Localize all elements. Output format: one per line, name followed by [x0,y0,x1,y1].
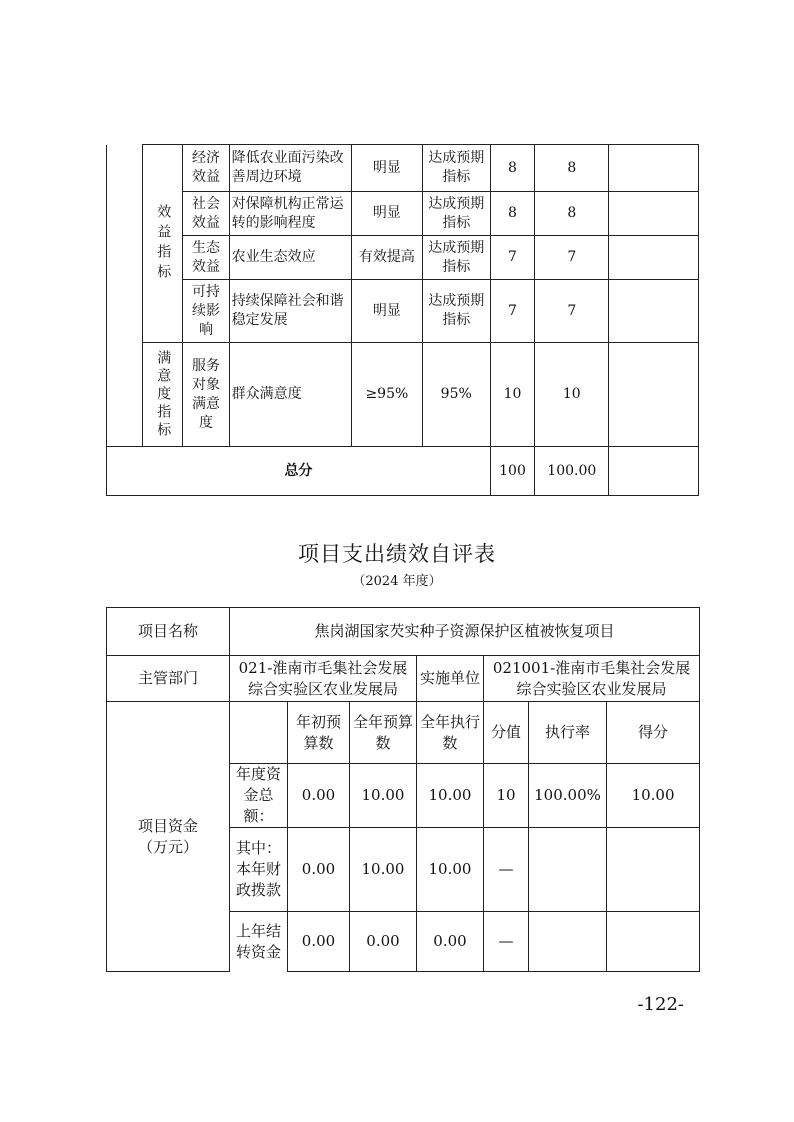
indicator: 持续保障社会和谐稳定发展 [229,280,352,343]
sub-indicator: 服务对象满意度 [183,343,229,447]
actual-value: 达成预期指标 [422,145,490,192]
full-budget: 10.00 [350,764,417,828]
weight: — [484,828,529,912]
full-exec: 10.00 [417,764,484,828]
header-initial: 年初预算数 [288,702,350,764]
weight: — [484,912,529,972]
header-score: 得分 [607,702,700,764]
score [607,828,700,912]
target-value: 明显 [352,192,422,236]
row-label: 上年结转资金 [230,912,288,972]
table-row [107,145,699,192]
header-rate: 执行率 [529,702,607,764]
funds-label: 项目资金（万元） [107,702,230,972]
full-budget: 0.00 [350,912,417,972]
table-row [107,702,700,764]
page-number: -122- [637,994,684,1015]
weight: 10 [490,343,534,447]
header-full-exec: 全年执行数 [417,702,484,764]
remark [609,343,699,447]
target-value: 明显 [352,145,422,192]
score: 10.00 [607,764,700,828]
total-weight: 100 [490,447,534,496]
table-row [107,343,699,447]
indicator: 对保障机构正常运转的影响程度 [229,192,352,236]
group-label-satisfaction: 满意度指标 [143,343,183,447]
score [607,912,700,972]
indicator: 农业生态效应 [229,236,352,280]
score: 10 [535,343,609,447]
total-row [107,447,699,496]
score: 7 [535,280,609,343]
project-name-label: 项目名称 [107,608,230,656]
group-label-benefit: 效益指标 [143,145,183,343]
indicator: 降低农业面污染改善周边环境 [229,145,352,192]
table-row [107,236,699,280]
table-row [107,192,699,236]
remark [609,145,699,192]
full-budget: 10.00 [350,828,417,912]
actual-value: 达成预期指标 [422,192,490,236]
initial: 0.00 [288,912,350,972]
target-value: ≥95% [352,343,422,447]
row-label: 其中：本年财政拨款 [230,828,288,912]
row-label: 年度资金总额： [230,764,288,828]
weight: 7 [490,280,534,343]
weight: 10 [484,764,529,828]
sub-indicator: 可持续影响 [183,280,229,343]
initial: 0.00 [288,764,350,828]
table-row [107,608,700,656]
header-weight: 分值 [484,702,529,764]
impl-label: 实施单位 [417,656,484,702]
rate [529,828,607,912]
rate: 100.00% [529,764,607,828]
full-exec: 0.00 [417,912,484,972]
weight: 7 [490,236,534,280]
weight: 8 [490,145,534,192]
blank-cell [230,702,288,764]
score: 8 [535,145,609,192]
dept: 021-淮南市毛集社会发展综合实验区农业发展局 [230,656,417,702]
page-title: 项目支出绩效自评表 [298,542,496,566]
indicator-table [106,144,699,496]
expenditure-table [106,607,700,972]
remark [609,280,699,343]
sub-indicator: 生态效益 [183,236,229,280]
rate [529,912,607,972]
project-name: 焦岗湖国家芡实种子资源保护区植被恢复项目 [230,608,700,656]
remark [609,236,699,280]
weight: 8 [490,192,534,236]
score: 7 [535,236,609,280]
total-remark [609,447,699,496]
blank-cell [107,145,143,447]
target-value: 有效提高 [352,236,422,280]
actual-value: 达成预期指标 [422,280,490,343]
sub-indicator: 经济效益 [183,145,229,192]
table-row [107,656,700,702]
score: 8 [535,192,609,236]
page-subtitle: （2024 年度） [352,574,442,589]
initial: 0.00 [288,828,350,912]
target-value: 明显 [352,280,422,343]
table-row [107,280,699,343]
remark [609,192,699,236]
full-exec: 10.00 [417,828,484,912]
actual-value: 95% [422,343,490,447]
actual-value: 达成预期指标 [422,236,490,280]
header-full-budget: 全年预算数 [350,702,417,764]
sub-indicator: 社会效益 [183,192,229,236]
impl: 021001-淮南市毛集社会发展综合实验区农业发展局 [484,656,700,702]
total-score: 100.00 [535,447,609,496]
dept-label: 主管部门 [107,656,230,702]
indicator: 群众满意度 [229,343,352,447]
total-label: 总分 [107,447,491,496]
